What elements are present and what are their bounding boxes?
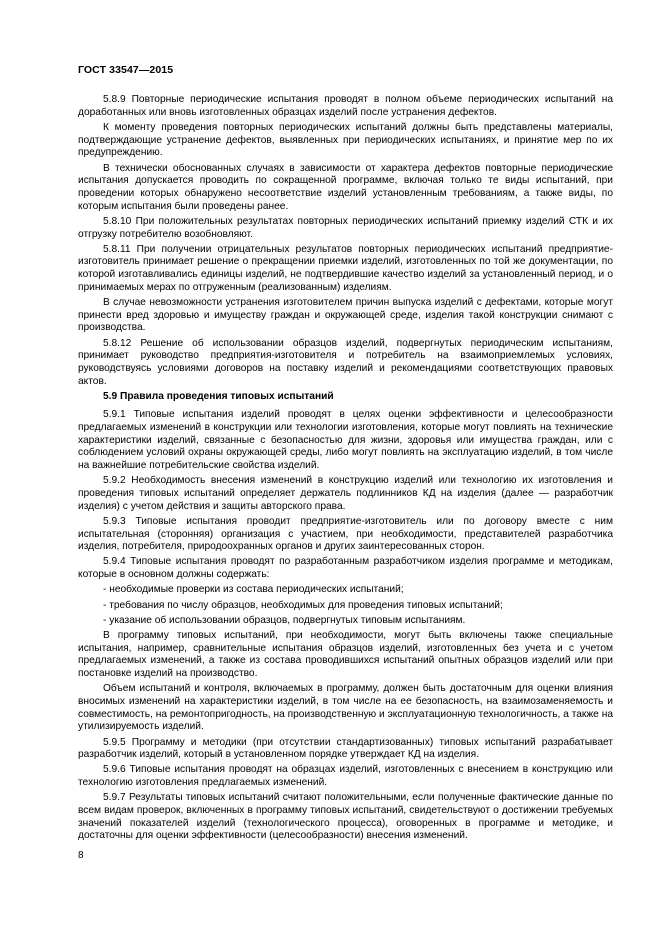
paragraph: 5.9.5 Программу и методики (при отсутствии стандартизованных) типовых испытаний разрабатывает разработчик изделий, который в установленном порядке утверждает КД на изделия. [78, 736, 613, 761]
paragraph: 5.9.2 Необходимость внесения изменений в конструкцию изделий или технологию их изготовления и проведения типовых испытаний определяет держатель подлинников КД на изделия (далее — разработчик изделия) с учетом действия и защиты авторского права. [78, 475, 613, 512]
paragraph: Объем испытаний и контроля, включаемых в программу, должен быть достаточным для оценки влияния вносимых изменений на характеристики изделий, в том числе на ее безопасность, на взаимозаменяемость и совместимость, на ремонтопригодность, на производственную и эксплуатационную технологичность, а также на утилизируемость изделий. [78, 683, 613, 733]
paragraph: 5.8.9 Повторные периодические испытания проводят в полном объеме периодических испытаний на доработанных или вновь изготовленных образцах изделий после устранения дефектов. [78, 94, 613, 118]
document-header: ГОСТ 33547—2015 [78, 64, 174, 76]
document-body [78, 94, 613, 846]
paragraph: В программу типовых испытаний, при необходимости, могут быть включены также специальные испытания, например, сравнительные испытания образцов изделий, изготовленных без учета и с учетом предлагаемых изменений, а также из состава проводившихся испытаний опытных образцов изделий или при постановке изделий на производство. [78, 629, 613, 680]
paragraph: В случае невозможности устранения изготовителем причин выпуска изделий с дефектами, которые могут принести вред здоровью и имуществу граждан и окружающей среде, изделия такой конструкции снимают с производства. [78, 297, 613, 334]
list-item: - указание об использовании образцов, подвергнутых типовым испытаниям. [103, 614, 466, 626]
paragraph: 5.9.3 Типовые испытания проводит предприятие-изготовитель или по договору вместе с ним испытательная (сторонняя) организация с участием, при необходимости, представителей разработчика изделия, потребителя, природоохранных органов и других заинтересованных сторон. [78, 515, 613, 553]
paragraph: 5.9.1 Типовые испытания изделий проводят в целях оценки эффективности и целесообразности предлагаемых изменений в конструкции или технологии изготовления, которые могут повлиять на технические характеристики изделий, связанные с безопасностью для жизни, здоровья или имущества граждан, или с соблюдением условий охраны окружающей среды, либо могут повлиять на эксплуатацию изделий, в том числе на важнейшие потребительские свойства изделий. [78, 409, 613, 471]
paragraph: 5.8.11 При получении отрицательных результатов повторных периодических испытаний предприятие-изготовитель принимает решение о прекращении приемки изделий, изготовленных по той же документации, по которой изготавливались единицы изделий, не подтвердившие качество изделий за установленный период, и о принимаемых мерах по отгруженным (реализованным) изделиям. [78, 243, 613, 293]
paragraph: 5.9.4 Типовые испытания проводят по разработанным разработчиком изделия программе и методикам, которые в основном должны содержать: [78, 556, 613, 581]
paragraph: К моменту проведения повторных периодических испытаний должны быть представлены материалы, подтверждающие устранение дефектов, выявленных при периодических испытаниях, и принятие мер по их предупреждению. [78, 121, 613, 159]
paragraph: 5.8.10 При положительных результатах повторных периодических испытаний приемку изделий СТК и их отгрузку потребителю возобновляют. [78, 215, 613, 240]
page-number: 8 [78, 850, 84, 861]
paragraph: 5.8.12 Решение об использовании образцов изделий, подвергнутых периодическим испытаниям, принимает руководство предприятия-изготовителя и потребитель на взаимоприемлемых условиях, руководствуясь условиями договоров на поставку изделий и рекомендациями соответствующих правовых актов. [78, 337, 613, 387]
list-item: - необходимые проверки из состава периодических испытаний; [103, 584, 404, 596]
paragraph: В технически обоснованных случаях в зависимости от характера дефектов повторные периодические испытания допускается проводить по сокращенной программе, включая только те виды испытаний, при проведении которых обнаружено несоответствие изделий установленным требованиям, а также виды, по которым испытания были проведены ранее. [78, 162, 613, 212]
paragraph: 5.9.6 Типовые испытания проводят на образцах изделий, изготовленных с внесением в конструкцию или технологию изготовления предлагаемых изменений. [78, 764, 613, 789]
section-title: 5.9 Правила проведения типовых испытаний [103, 391, 334, 403]
list-item: - требования по числу образцов, необходимых для проведения типовых испытаний; [103, 599, 503, 611]
paragraph: 5.9.7 Результаты типовых испытаний считают положительными, если полученные фактические данные по всем видам проверок, включенных в программу типовых испытаний, свидетельствуют о достижении требуемых значений показателей изделий (технологического процесса), оговоренных в программе и методике, и достаточны для оценки эффективности (целесообразности) внесения изменений. [78, 792, 613, 842]
